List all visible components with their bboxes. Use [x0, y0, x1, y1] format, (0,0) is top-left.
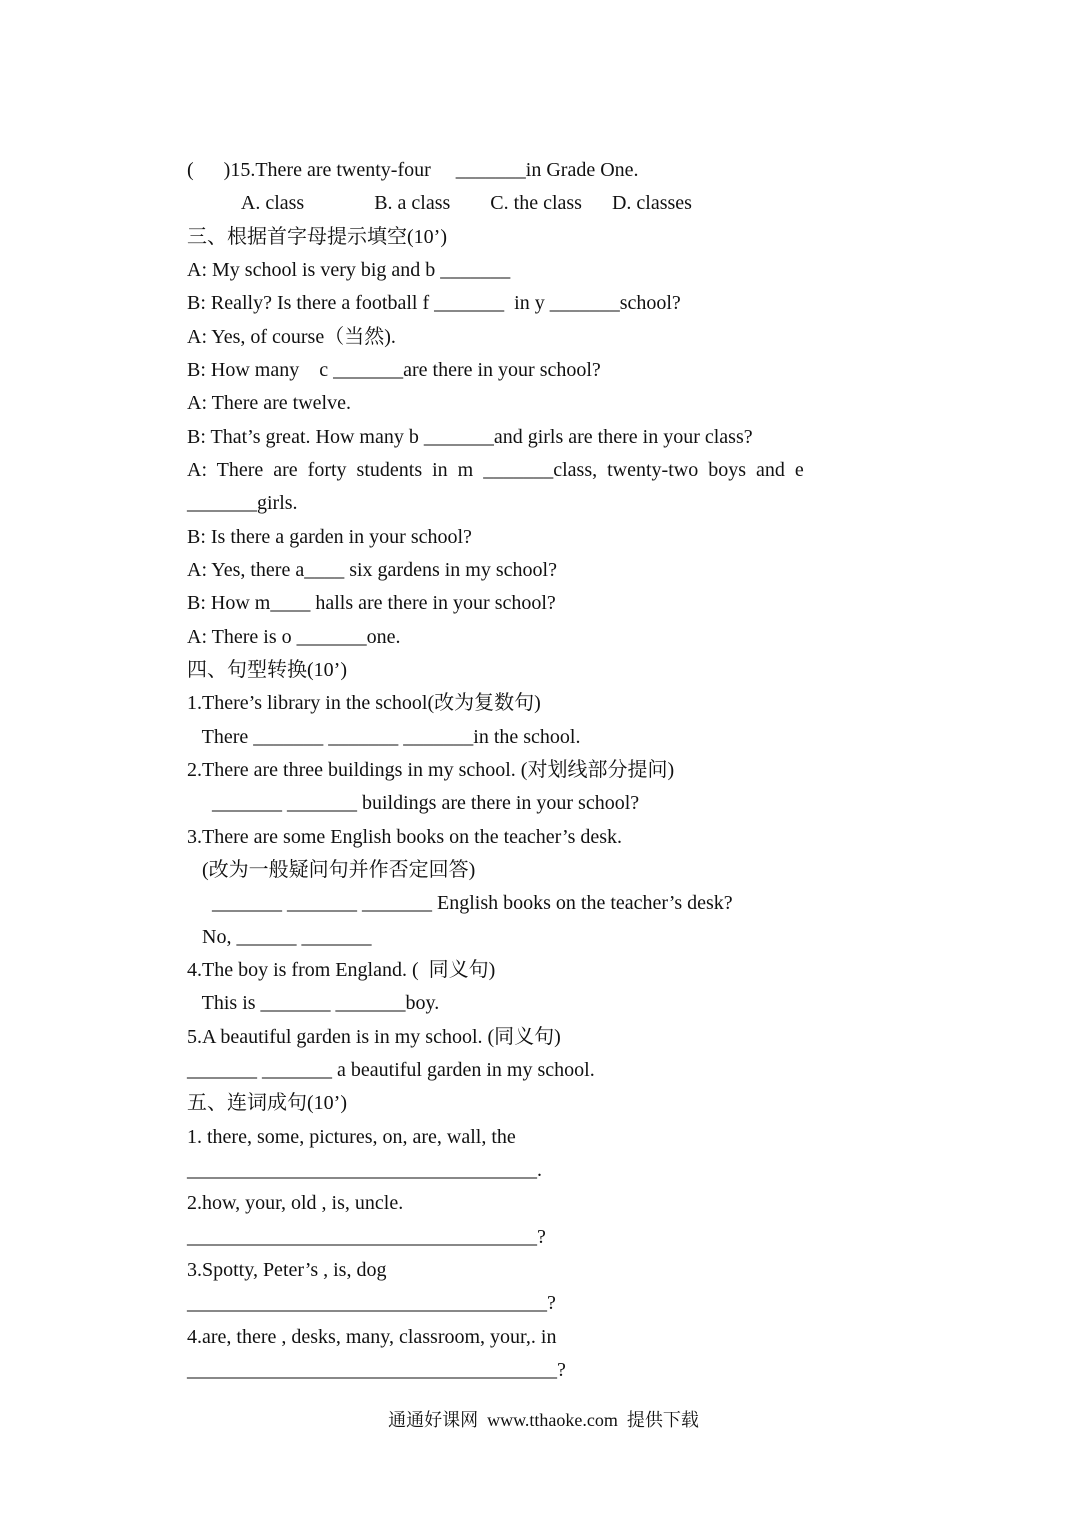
dialogue-line-7-cont: _______girls.	[187, 492, 298, 514]
dialogue-line-6: B: That’s great. How many b _______and girls are there in your class?	[187, 426, 753, 448]
reorder-2-answer: ___________________________________?	[187, 1226, 546, 1248]
dialogue-line-8: B: Is there a garden in your school?	[187, 526, 472, 548]
question-15: ( )15.There are twenty-four _______in Grade One.	[187, 159, 639, 181]
reorder-4-answer: _____________________________________?	[187, 1359, 566, 1381]
transform-5: 5.A beautiful garden is in my school. (同义句)	[187, 1026, 561, 1048]
section-5-heading: 五、连词成句(10’)	[187, 1092, 347, 1114]
dialogue-line-5: A: There are twelve.	[187, 392, 351, 414]
transform-5-answer: _______ _______ a beautiful garden in my school.	[187, 1059, 595, 1081]
reorder-4: 4.are, there , desks, many, classroom, your,. in	[187, 1326, 557, 1348]
section-3-heading: 三、根据首字母提示填空(10’)	[187, 226, 447, 248]
page-footer: 通通好课网 www.tthaoke.com 提供下载	[388, 1410, 699, 1430]
transform-3-negative: No, ______ _______	[187, 926, 372, 948]
dialogue-line-10: B: How m____ halls are there in your school?	[187, 592, 556, 614]
dialogue-line-9: A: Yes, there a____ six gardens in my school?	[187, 559, 557, 581]
transform-3-instruction: (改为一般疑问句并作否定回答)	[187, 859, 476, 881]
dialogue-line-2: B: Really? Is there a football f _______ in y _______school?	[187, 292, 681, 314]
transform-3-answer: _______ _______ _______ English books on the teacher’s desk?	[187, 892, 733, 914]
dialogue-line-1: A: My school is very big and b _______	[187, 259, 511, 281]
dialogue-line-7: A: There are forty students in m _______class, twenty-two boys and e	[187, 459, 804, 481]
transform-4-answer: This is _______ _______boy.	[187, 992, 440, 1014]
reorder-1-answer: ___________________________________.	[187, 1159, 542, 1181]
transform-4: 4.The boy is from England. ( 同义句)	[187, 959, 496, 981]
dialogue-line-4: B: How many c _______are there in your school?	[187, 359, 601, 381]
transform-1: 1.There’s library in the school(改为复数句)	[187, 692, 541, 714]
transform-3: 3.There are some English books on the teacher’s desk.	[187, 826, 623, 848]
reorder-2: 2.how, your, old , is, uncle.	[187, 1192, 404, 1214]
transform-2: 2.There are three buildings in my school. (对划线部分提问)	[187, 759, 675, 781]
transform-2-answer: _______ _______ buildings are there in your school?	[187, 792, 640, 814]
dialogue-line-3: A: Yes, of course（当然).	[187, 326, 396, 348]
section-4-heading: 四、句型转换(10’)	[187, 659, 347, 681]
transform-1-answer: There _______ _______ _______in the school.	[187, 726, 581, 748]
reorder-3: 3.Spotty, Peter’s , is, dog	[187, 1259, 387, 1281]
reorder-1: 1. there, some, pictures, on, are, wall, the	[187, 1126, 516, 1148]
dialogue-line-11: A: There is o _______one.	[187, 626, 401, 648]
reorder-3-answer: ____________________________________?	[187, 1292, 556, 1314]
question-15-options: A. class B. a class C. the class D. classes	[187, 192, 692, 214]
